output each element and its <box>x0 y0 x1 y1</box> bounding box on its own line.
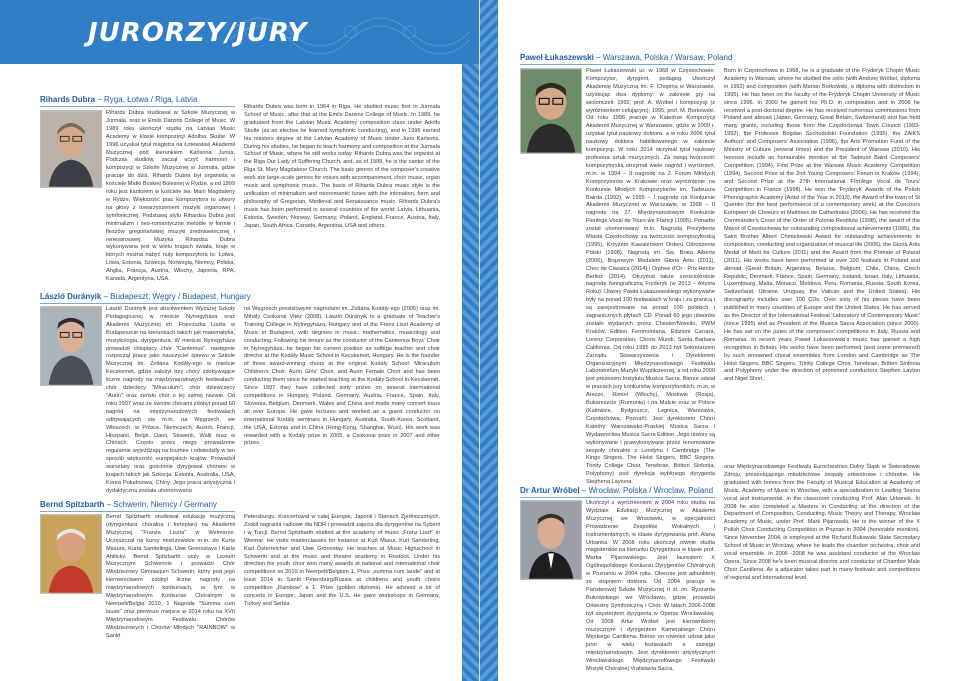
juror-location: – Schwerin, Niemcy / Germany <box>104 500 217 509</box>
juror-name: Bernd Spitzbarth <box>40 500 105 509</box>
juror-bio-polish: Rihards Dubra studiował w Szkole Muzycznej w Jurmala, oraz w Emils Darzins College of Music. W 1989 roku ukończył studia na Latvian Music Academy w klasie kompozycji Adolfsa Skulte. W 1996 uzyskał tytuł magistra na Łotewskiej Akademii Muzycznej pod kierunkiem Karlsona Jurisa. Podczas studiów, zaczął uczyć harmonii i kompozycji w Szkole Muzycznej w Jurmala, gdzie pracuje do dziś. Rihards Dubra był organistą w kościele Matki Boskiej Bolesnej w Rydze, a od 1999 roku jest kantorem w kościele św. Marii Magdaleny w Rydze. Większość prac kompozytora to utwory na głosy z towarzyszeniem muzyki organowej i symfonicznej. Podstawą stylu Rihardsa Dubra jest minimalizm i neo-romantyczne melodie w formie i fleszów gregoriańskiej muzyki średniowiecznej i renesansowej. Muzyka Rihardsa Dubra wykonywana jest w wielu krajach świata, kraje w których można nabyć nuty kompozytora to: Łotwa, Litwa, Estonia, Szwecja, Norwegia, Niemcy, Polska, Anglia, Francja, Austria, Włochy, Japonia, RPA, Kanada, Argentyna, USA. <box>106 110 235 283</box>
juror-location: – Ryga, Łotwa / Riga, Latvia <box>95 95 198 104</box>
juror-bio-english: Petersburgu. Koncertował w całej Europie, Japonii i Stanach Zjednoczonych. Zrobił nagrania radiowe dla NDR i prowadził zajęcia dla dyrygentów na Syberii i w Turcji. Bernd Spitzbarth studied at the academy of music „Franz Liszt" in Weimar. He visits masterclasses for instance at Kurt Masur, Kurt Sanderling, Karl Österreicher and Uwe Gronostay. He teaches at Music Highschool in Schwerin and at the music and theatre academy in Rostock. Under his direction his youth choir won many awards at national and international choir competitions so 2010 in Neerpelt/Belgium 1. Prize „summa cum laude" and at least 2014 in Sankt Petersburg/Russia at childrens and youth choirs competition „Rainbow" a 1. Prize (golden diploma). He advised a lot of concerts in Europe, Japan and the U.S. He gave workshops in Germany, Turkey and Serbia. <box>244 514 440 607</box>
juror-heading <box>40 292 251 301</box>
juror-name: Dr Artur Wróbel <box>520 486 580 495</box>
heading-rule <box>520 64 715 65</box>
juror-bio-polish: Ukończył z wyróżnieniem w 2004 roku studia na Wydziale Edukacji Muzycznej w Akademii Muzycznej we Wrocławiu, w specjalności Prowadzenie Zespołów Wokalnych i Instrumentalnych, w klasie dyrygowania prof. Alana Urbanka. W 2008 roku ukończył równie studia magisterskie na kierunku Dyrygentura w klasie prof. Marka Pijarowskiego. Jest laureatem X Ogólnopolskiego Konkursu Dyrygentów Chóralnych w Poznaniu w 2004 roku. Obecnie jest adiunktem ze stopniem doktora. Od 2004 pracuje w Państwowej Szkole Muzycznej II st. im. Ryszarda Bukowskiego we Wrocławiu, gdzie prowadzi Orkiestrę Symfoniczną i Chór. W latach 2006-2008 był asystentem dyrygenta w Operze Wrocławskiej. Od 2008 Artur Wróbel jest kierownikiem muzycznym i dyrygentem Kameralnego Chóru Męskiego Cantilena. Bierze on również udział jako juror w wielu festiwalach a zasięgu międzynarodowym. Jest dyrektorem artystycznym Wrocławskiego Międzynarodowego Festiwalu Muzyki Chóralnej Vratislavia Sacra, <box>586 500 715 673</box>
heading-rule <box>40 106 235 107</box>
juror-location: – Budapeszt, Węgry / Budapest, Hungary <box>101 292 251 301</box>
juror-bio-english: oraz Międzynarodowego Festiwalu Eurochestries Dolny Śląsk w Świeradowie Zdroju, prezentującego młodzieżowe zespoły orkiestrowe i chóralne. He graduated with honors from the Faculty of Musical Education at Academy of Music. Academy of Music in Wroclaw, with a specialization in Leading Teams vocal and instrumental, in the classroom conducting Prof. Alan Urbanek. In 2008 he also completed a Masters in Conducting at the direction of the Department of Composition, Conducting, Music Theory and Therapy, Wroclaw Academy of Music, under Prof. Mark Pijarowski. He is the winner of the X Polish Choir Conducting Competition in Poznan in 2004 (honorable mention). Since November 2004, is employed at the Richard Bukowski State Secondary School of Music in Wroclaw, where he leads the chamber orchestra, choir and vocal ensemble. In 2006 -2008 he was assistant conductor at the Wroclaw Opera. Since 2008 he's been musical director and conductor of Chamber Male Choir Cantilena. As a adjucator takes part in many festivals and competitions of regional and international level. <box>724 464 920 581</box>
juror-heading <box>520 486 713 495</box>
juror-name: Rihards Dubra <box>40 95 96 104</box>
juror-location: – Warszawa, Polska / Warsaw, Poland <box>593 53 733 62</box>
right-page <box>480 0 960 681</box>
juror-name: Paweł Łukaszewski <box>520 53 594 62</box>
juror-bio-english: Born in Częstochowa in 1968, he is a graduate of the Fryderyk Chopin Music Academy in Warsaw, where he studied the cello (with Andrzej Wróbel, diploma in 1992) and composition (with Marian Borkowski, a diploma with distinction in 1995). He has been on the faculty of the Fryderyk Chopin University of Music since 1996. In 2000 he gained his Ph.D. in composition and in 2006 he received a post-doctoral degree. He has received numerous commissions from Poland and abroad (Japan, Germany, Great Britain, Switzerland) and has held many grants, including those from the Częstochowa Town Council (1993-1992), the Professor Bogdan Suchodolski Foundation (1995), the ZAiKS Authors' and Composers' Association (1996), the Arts Promotion Fund of the Ministry of Culture (several times) and the President of Warsaw (2010). His honours include an honourable mention at the Tadeusz Baird Composers' Competition (1994), First Prize at the Warsaw Music Academy Competition (1994), Second Prize at the 2nd Young Composers' Forum in Kraków (1994), and Second Prize at the 27th International 'Florilège Vocal de Tours' Competition in France (1998). He won the 'Fryderyk' Awards of the Polish Phonographic Academy (Artist of the Year in 2013), the Award of the town of St Quentin (for the best performance of a contemporary work) at the Concours Europeen de Choeurs et Maitrises de Cathedrales (2006). He has received the Commander's Cross of the Order of Polonia Restituta (1998), the award of the Mayor of Częstochowa for outstanding compositional achievements (1995), the Saint Brother Albert Chmielowski Award for outstanding achievements in composition, conducting and organization of musical life (2006), the Gloria Artis Medal of Merit for Culture (2011) and the Award from the Primate of Poland (2011). His works have been performed at over 100 festivals in Poland and abroad (Great Britain, Argentina, Belarus, Belgium, Chile, China, Czech Republic, Denmark, France, Spain, Germany, Iceland, Israel, Italy, Lithuania, Luxembourg, Malta, Monaco, Moldova, Peru, Romania, Russia, South Korea, Switzerland, Ukraine, Uruguay, the Vatican and the United States). His discography includes over 100 CDs. Over sixty of his pieces have been published in many countries of Europe and the United States. He has served as the Director of the International Festival 'Laboratory of Contemporary Music' (since 1995) and as President of the Musica Sacra Association (since 2000). He has sat on the juries of the composers' competitions in Italy, Russia and Romania. In recent years Paweł Łukaszewski's music has gained a high recognition in Britain. His works have been performed (and some premiered) by such renowned choral ensembles from London and Cambridge as The Holst Singers, BBC Singers, Trinity College Choir, Tenebrae, Britten Sinfonia and Polyphony under the direction of prominent conductors Stephen Layton and Nigel Short. <box>724 68 920 383</box>
heading-rule <box>40 511 235 512</box>
juror-heading <box>40 500 217 509</box>
juror-location: – Wrocław, Polska / Wroclaw, Poland <box>579 486 714 495</box>
juror-bio-polish: Bernd Spitzbarth studiował edukację muzyczną (dyrygentura chóralna i fortepian) na Akademii Muzycznej "Franza Liszta" w Weimarze. Uczęszczał na kursy mistrzowskie m.in. do Kurta Masura, Kurta Sandelinga, Uwe Gronostaya i Karla Antlicky. Bernd Spitzbarth uczy w Liceum Muzycznym Schwerinie i prowadzi Chór Młodzieżowy Gimnazjum Schwerin, który pod jego kierownictwem zdobył liczne nagrody na międzynarodowych konkursach, w tym w Międzynarodowym Konkursie Chóralnym w Neerpelt/Belgia 2010, 1 Nagrodę "Summa cum laude" oraz pierwsze miejsce w 2014 roku na XVII Międzynarodowym Festiwalu Chórów Młodzieżowych i Chórów Młodych "RAINBOW" w Sankt <box>106 514 235 639</box>
header-band <box>0 0 480 64</box>
side-strip <box>462 64 480 681</box>
page-title: JURORZY/JURY <box>88 18 308 48</box>
juror-bio-english: Rihards Dubra was born in 1964 in Riga. He studied music first in Jurmala School of Music, after that at the Emils Darzins College of Music. In 1989, he graduated from the Latvian Music Academy composition class under Adolfs Skulte (as an elective he learned symphonic conducting), and in 1996 earned his masters degree at the Latvian Academy of Music under Juris Karlsons. During his studies, he began to teach harmony and composition at the Jurmala School of Music, where he still works today. Rihards Dubra was the organist at the Riga Our Lady of Suffering Church, and, as of 1999, he is the cantor of the Riga St. Mary Magdalene Church. The basic genres of the composer's creative work are large-scale genres for voices with accompaniment, choir music, organ music and symphonic music. The basis of Rihards Dubra music style is the unification of minimalism and neoromantic tunes with the intonation, form and philosophy of Gregorian, Medieval and Renaissance music. Rihards Dubra's music has been performed in several countries of the world: Latvia, Lithuania, Estonia, Sweden, Norway, Germany, Poland, England, France, Austria, Italy, Japan, South Africa, Canada, Argentina, USA and others. <box>244 104 440 229</box>
juror-heading <box>40 95 197 104</box>
juror-bio-polish: László Durányik jest absolwentem Wyższej Szkoły Pedagogicznej w mieście Nyíregyháza oraz Akademii Muzycznej im. Franciszka Liszta w Budapeszcie na kierunkach takich jak matematyka, muzykologia, dyrygentura. W mieście Nyíregyháza prowadził chłopięcy chór "Cantemus", następnie rozpoczął pracę jako nauczyciel śpiewu w Szkole Muzycznej im. Zoltána Kodály-ego w mieście Kecskemét, gdzie założył trzy chóry zdobywające liczne nagrody na międzynarodowych festiwalach: chór dziecięcy "Miraculum", chór dziewczęcy "Aurin" oraz żeński chór o tej samej nazwie. Od roku 1997 wraz ze swoimi chórami zdobył ponad 60 nagród na międzynarodowych festiwalach odbywających się m.in. na Węgrzech, we Włoszech, w Polsce, Niemczech, Austrii, Francji, Hiszpanii, Belgii, Danii, Słowenii, Walii oraz w Chinach. Często przez niego prowadzone regularnie wyjeżdżają na tournee i odwiedziły w ten sposób większość europejskich krajów. Prowadził warsztaty oraz gościnnie dyrygował chórami w krajach takich jak Szkocja, Estonia, Australia, USA, Korea Południowa, Chiny. Jego praca artystyczna i dydaktyczna została uhonorowana <box>106 306 235 494</box>
juror-name: László Durányik <box>40 292 102 301</box>
heading-rule <box>40 303 235 304</box>
heading-rule <box>520 497 715 498</box>
juror-heading <box>520 53 732 62</box>
juror-bio-polish: Paweł Łukaszewski ur. w 1968 w Częstochowie. Kompozytor, dyrygent, pedagog. Ukończył Akademię Muzyczną im. F. Chopina w Warszawie, uzyskując dwa dyplomy: w zakresie gry na wiolonczeli: 1992, prof. A. Wróbel i kompozycji (z wyróżnieniem celującym); 1995, prof. M. Borkowski. Od roku 1996 pracuje w Katedrze Kompozycji Akademii Muzycznej w Warszawie, gdzie w 2000 r. uzyskał tytuł naukowy doktora, a w roku 2006 tytuł naukowy doktora habilitowanego w zakresie kompozycji. W roku 2014 otrzymał tytuł naukowy profesora sztuk muzycznych. Za swoją twórczość kompozytorską otrzymał wiele nagród i wyróżnień, m.in. w 1994 – II nagrodę na 2. Forum Młodych Kompozytorów w Krakowie oraz wyróżnienie na Konkursie Młodych Kompozytorów im. Tadeusza Bairda (1992), w 1995 – I nagrodę na Konkursie Akademii Muzycznej w Warszawie, w 1998 – II nagrodę na 27. Międzynarodowym Konkursie Florilège Vocal de Tours we Francji (1995). Ponadto został uhonorowany m.in. Nagrodą Prezydenta Miasta Częstochowy za twórczość kompozytorską (1995), Krzyżem Kawalerskim Orderu Odrodzenia Polski (1998), Nagrodą im. Św. Brata Alberta (2006), Brązowym Medalem Gloria Artis (2011), Choc de Classica (2014) i Orphee d'Or - Prix Hector Berlioz (2014). Otrzymał także sześciokrotnie nagrodę fonograficzną Fryderyk (w 2013 - Artysta Roku). Utwory Pawła Łukaszewskiego wykonywane były na ponad 100 festiwalach w kraju i za granicą i są zarejestrowane na ponad 100 polskich i zagranicznych płytach CD. Ponad 60 jego utworów zostało wydanych przez Chester/Novello, PWM Kraków, Edition Ferrimontana, Edizioni Carrara, Lorenz Corporation, Choris Mundi, Santa Barbara California. Od roku 1995 do 2013 był Sekretarzem Zarządu Stowarzyszenia i Dyrektorem Organizacyjnym Międzynarodowego Festiwalu Laboratorium Muzyki Współczesnej, a od roku 2000 jest prezesem Instytutu Musica Sacra. Bierze udział w pracach jury konkursów kompozytorskich, m.in. w Arezzo, Rimini (Włochy), Moskwie (Rosja), Bukareszcie (Rumunia) i na Malcie oraz w Polsce (Katowice, Bydgoszcz, Legnica, Warszawa, Częstochowa, Poznań). Jest dyrektorem Chóru Katedry Warszawsko-Praskiej Musica Sacra i Wydawnictwa Musica Sacra Edition. Jego utwory są wykonywane i prawykonywane przez renomowane zespoły chóralne z Londynu i Cambridge (The Kings Singers, The Holst Singers, BBC Singers, Trinity College Choir, Tenebrae, Britten Sinfonia, Polyphony) pod dyrekcją wybitnego dyrygenta Stephena Laytona. <box>586 68 715 486</box>
side-strip <box>480 0 498 681</box>
juror-bio-english: na Węgrzech prestiżowymi nagrodami im. Zoltána Kodály-ego (2005) oraz im. Mihály Csokonai Vitéz (2008). László Durányik is a graduate of Teacher's Training College in Nyíregyháza, Hungary and of the Franz Liszt Academy of Music in Budapest, with degrees in music, mathematics, musicology and conducting. Following his tenure as the conductor of the Cantemus Boys' Choir in Nyíregyháza, he began his current position as solfège teacher and choir director at the Kodály Music School in Kecskemét, Hungary. He is the founder of three award-winning choirs at the original Kodály School: Miraculum Children's Choir, Aurin Girls' Choir, and Aurin Female Choir and has been conducting them since he started teaching at the Kodály School in Kecskemét. Since 1997 they have collected sixty prizes on several international competitions in Hungary, Poland, Germany, Austria, France, Spain, Italy, Slovenia, Belgium, Denmark, Wales and China and made many concert tours all over Europe. He gave lectures and worked as a guest conductor on international Kodály seminars in Hungary, Australia, South-Korea, Scotland, the USA, Estonia and in China (Hong-Kong, Shanghai, Wuxi). His work was rewarded with a Kodály prize in 2005, a Csokonai prize in 2007 and other prizes. <box>244 306 440 447</box>
